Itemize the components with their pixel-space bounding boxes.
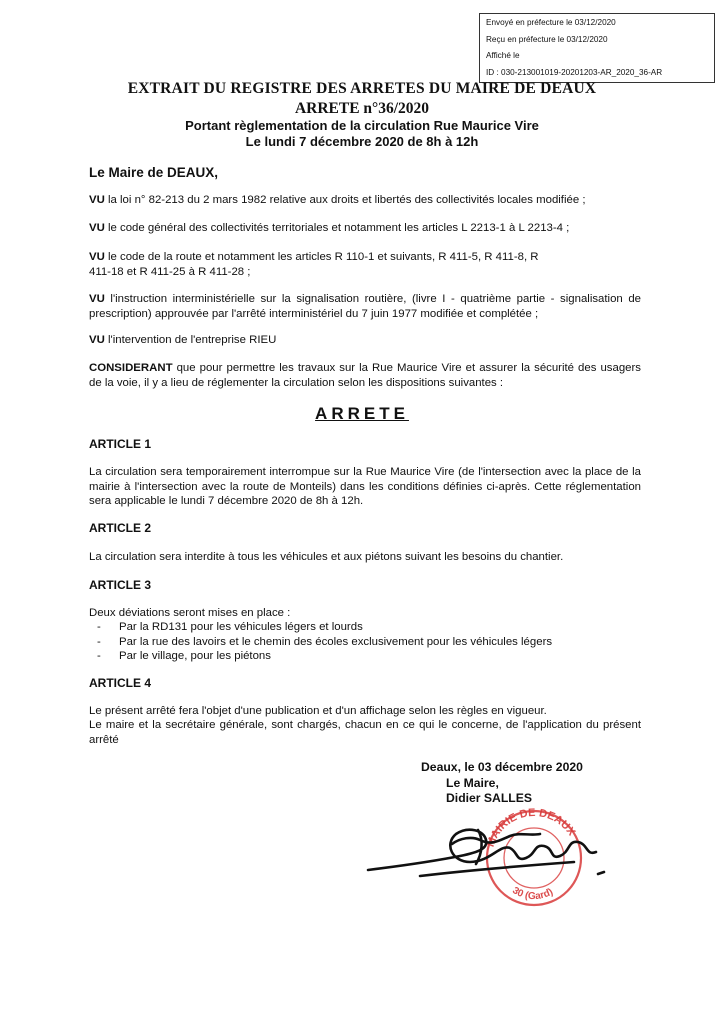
signature-name: Didier SALLES bbox=[446, 791, 533, 805]
list-item-text: Par le village, pour les piétons bbox=[119, 650, 271, 662]
detour-list bbox=[97, 620, 552, 664]
register-title: EXTRAIT DU REGISTRE DES ARRETES DU MAIRE DE DEAUX bbox=[127, 80, 597, 97]
vu-keyword: VU bbox=[89, 334, 105, 346]
article-1-text: La circulation sera temporairement interrompue sur la Rue Maurice Vire (de l'intersection avec la place de la mairie à l'intersection avec la route de Monteils) dans les conditions définies ci-après. Cette réglementation sera applicable le lundi 7 décembre 2020 de 8h à 12h. bbox=[89, 466, 641, 507]
article-3-text: Deux déviations seront mises en place : bbox=[89, 607, 291, 619]
list-item-text: Par la RD131 pour les véhicules légers et lourds bbox=[119, 621, 363, 633]
vu-keyword: VU bbox=[89, 194, 105, 206]
prefecture-posted: Affiché le bbox=[486, 51, 520, 60]
vu-keyword: VU bbox=[89, 251, 105, 263]
list-item-text: Par la rue des lavoirs et le chemin des écoles exclusivement pour les véhicules légers bbox=[119, 635, 553, 648]
article-2-text: La circulation sera interdite à tous les véhicules et aux piétons suivant les besoins du chantier. bbox=[89, 551, 564, 563]
prefecture-id: ID : 030-213001019-20201203-AR_2020_36-AR bbox=[486, 67, 663, 77]
vu-paragraph bbox=[89, 193, 641, 208]
vu-text: l'instruction interministérielle sur la signalisation routière, (livre I - quatrième partie - signalisation de prescription) approuvée par l'arrêté interministériel du 7 juin 1977 modifiée et complétée ; bbox=[89, 293, 641, 320]
considerant-paragraph bbox=[89, 361, 641, 390]
signature-place-date: Deaux, le 03 décembre 2020 bbox=[421, 760, 583, 774]
list-dash: - bbox=[97, 621, 101, 633]
list-dash: - bbox=[97, 635, 101, 648]
signature-role: Le Maire, bbox=[446, 775, 499, 790]
article-4-text: Le présent arrêté fera l'objet d'une publication et d'un affichage selon les règles en vigueur. bbox=[89, 705, 547, 717]
vu-keyword: VU bbox=[89, 222, 105, 234]
article-4-title: ARTICLE 4 bbox=[89, 676, 152, 690]
arrete-heading: ARRETE bbox=[315, 404, 409, 423]
vu-paragraph bbox=[89, 221, 641, 236]
decree-number: ARRETE n°36/2020 bbox=[294, 100, 430, 117]
decree-subject: Portant règlementation de la circulation Rue Maurice Vire bbox=[185, 118, 539, 133]
mayor-intro: Le Maire de DEAUX, bbox=[89, 165, 219, 180]
list-item bbox=[97, 620, 552, 635]
prefecture-stamp-box bbox=[479, 13, 715, 83]
vu-keyword: VU bbox=[89, 293, 105, 305]
vu-paragraph bbox=[89, 250, 559, 279]
article-4-extra: Le maire et la secrétaire générale, sont chargés, chacun en ce qui le concerne, de l'application du présent arrêté bbox=[89, 719, 641, 746]
article-2-title: ARTICLE 2 bbox=[89, 521, 152, 535]
vu-text: l'intervention de l'entreprise RIEU bbox=[104, 334, 277, 346]
prefecture-received-date: Reçu en préfecture le 03/12/2020 bbox=[486, 34, 608, 44]
vu-text: le code général des collectivités territoriales et notamment les articles L 2213-1 à L 2213-4 ; bbox=[104, 222, 570, 234]
decree-date: Le lundi 7 décembre 2020 de 8h à 12h bbox=[245, 134, 479, 149]
mairie-seal bbox=[485, 807, 581, 905]
prefecture-sent-date: Envoyé en préfecture le 03/12/2020 bbox=[486, 18, 616, 27]
seal-text-top: MAIRIE DE DEAUX bbox=[484, 806, 578, 849]
seal-text-bottom: 30 (Gard) bbox=[510, 885, 555, 903]
considerant-text: que pour permettre les travaux sur la Rue Maurice Vire et assurer la sécurité des usagers de la voie, il y a lieu de réglementer la circulation selon les dispositions suivantes : bbox=[89, 362, 641, 389]
vu-paragraph bbox=[89, 292, 641, 321]
article-3-title: ARTICLE 3 bbox=[89, 578, 152, 592]
considerant-keyword: CONSIDERANT bbox=[89, 362, 173, 374]
vu-paragraph bbox=[89, 333, 641, 348]
list-item bbox=[97, 649, 552, 664]
list-dash: - bbox=[97, 650, 101, 662]
signature-and-seal bbox=[360, 800, 620, 910]
article-1-title: ARTICLE 1 bbox=[89, 437, 152, 451]
vu-text: la loi n° 82-213 du 2 mars 1982 relative aux droits et libertés des collectivités locales modifiée ; bbox=[104, 194, 586, 206]
list-item bbox=[97, 635, 552, 650]
vu-text: le code de la route et notamment les articles R 110-1 et suivants, R 411-5, R 411-8, R 411-18 et R 411-25 à R 411-28 ; bbox=[89, 251, 539, 278]
